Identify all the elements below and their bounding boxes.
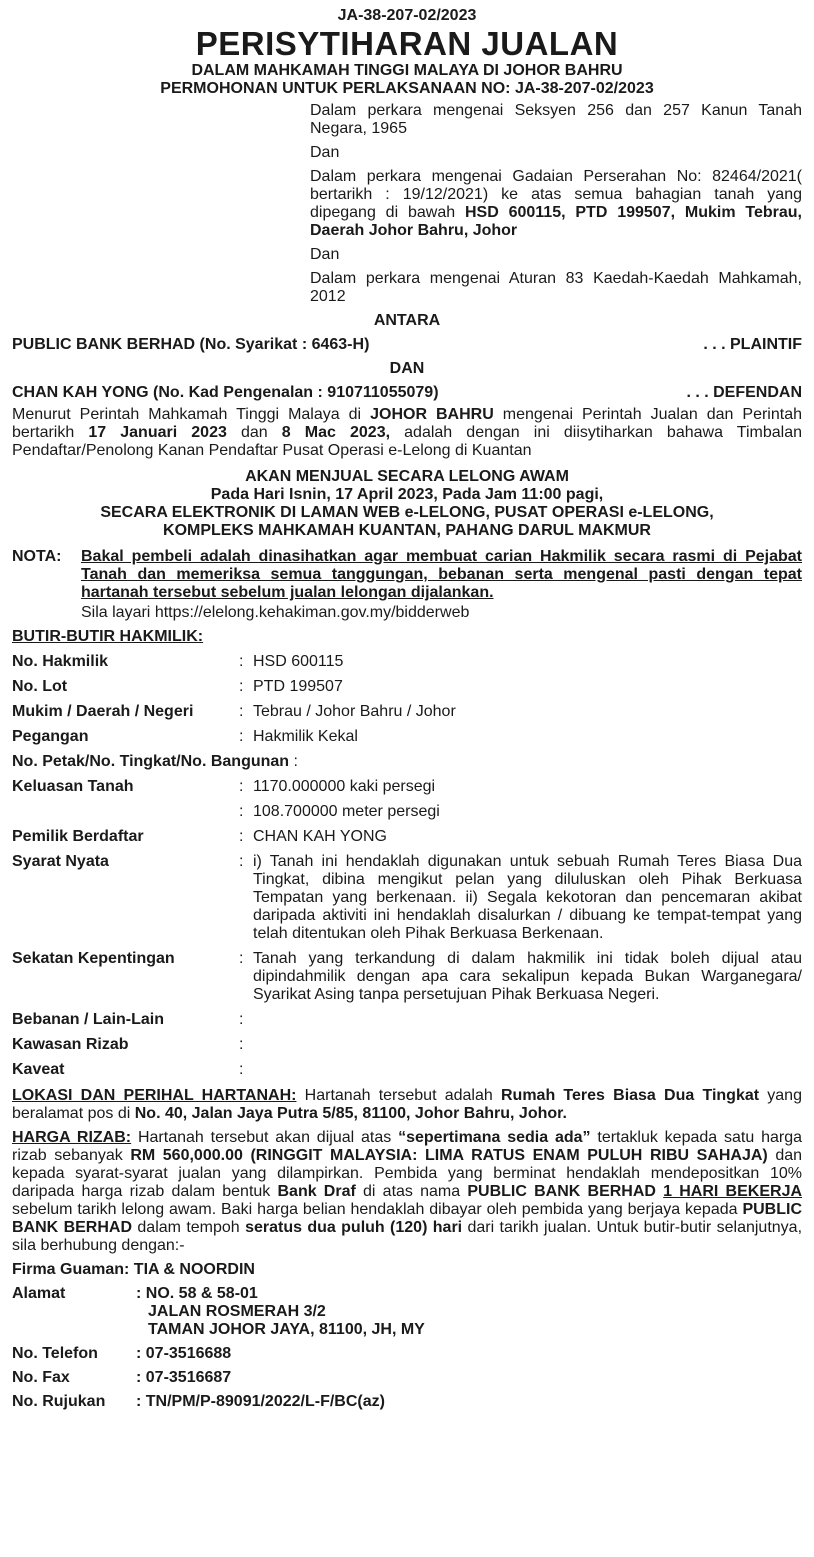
sale-proclamation-document bbox=[12, 0, 802, 1411]
row-petak bbox=[12, 753, 802, 771]
plaintiff-role: . . . PLAINTIF bbox=[703, 336, 802, 353]
application-number: PERMOHONAN UNTUK PERLAKSANAAN NO: JA-38-207-02/2023 bbox=[160, 80, 654, 97]
label-kawasan: Kawasan Rizab bbox=[12, 1036, 129, 1053]
defendant-name: CHAN KAH YONG (No. Kad Pengenalan : 910711055079) bbox=[12, 384, 439, 401]
value-rujukan: : TN/PM/P-89091/2022/L-F/BC(az) bbox=[136, 1393, 385, 1410]
label-alamat: Alamat bbox=[12, 1285, 66, 1302]
value-keluasan-sqft: 1170.000000 kaki persegi bbox=[253, 778, 436, 795]
price-text-1: Hartanah tersebut akan dijual atas bbox=[131, 1129, 399, 1146]
label-firma: Firma Guaman bbox=[12, 1261, 125, 1278]
order-text-2: mengenai Perintah Jualan dan Perintah bertarikh bbox=[12, 406, 803, 441]
document-title: PERISYTIHARAN JUALAN bbox=[195, 25, 619, 62]
matter-2-text: Dalam perkara mengenai Gadaian Perserahan No: 82464/2021( bertarikh : 19/12/2021) ke atas semua bahagian tanah yang dipegang di bawah bbox=[310, 168, 802, 221]
colon: : bbox=[239, 653, 244, 670]
label-no-hakmilik: No. Hakmilik bbox=[12, 653, 109, 670]
location-heading: LOKASI DAN PERIHAL HARTANAH: bbox=[12, 1087, 297, 1104]
row-alamat bbox=[12, 1285, 802, 1303]
row-no-lot bbox=[12, 678, 802, 696]
row-keluasan-2 bbox=[12, 803, 802, 821]
label-pemilik: Pemilik Berdaftar bbox=[12, 828, 144, 845]
payee-name-2: PUBLIC BANK BERHAD bbox=[12, 1201, 802, 1236]
property-address: No. 40, Jalan Jaya Putra 5/85, 81100, Johor Bahru, Johor. bbox=[134, 1105, 567, 1122]
reserve-price-heading: HARGA RIZAB: bbox=[12, 1129, 132, 1146]
row-kaveat bbox=[12, 1061, 802, 1079]
value-pemilik: CHAN KAH YONG bbox=[253, 828, 387, 845]
nota-block bbox=[12, 548, 802, 622]
colon: : bbox=[293, 753, 298, 770]
row-mukim bbox=[12, 703, 802, 721]
label-pegangan: Pegangan bbox=[12, 728, 89, 745]
price-text-2: tertakluk kepada satu harga rizab sebanyak bbox=[12, 1129, 803, 1164]
matter-dan-1: Dan bbox=[310, 144, 340, 161]
contact-block bbox=[12, 1261, 802, 1411]
colon: : bbox=[239, 1061, 244, 1078]
value-fax: : 07-3516687 bbox=[136, 1369, 232, 1386]
case-number: JA-38-207-02/2023 bbox=[337, 7, 477, 24]
matters-block bbox=[310, 102, 802, 306]
order-text-1: Menurut Perintah Mahkamah Tinggi Malaya di bbox=[12, 406, 371, 423]
nota-visit-text: Sila layari bbox=[81, 604, 155, 621]
location-text-1: Hartanah tersebut adalah bbox=[296, 1087, 501, 1104]
value-alamat-1: : NO. 58 & 58-01 bbox=[136, 1285, 258, 1302]
matter-2-title-ref: HSD 600115, PTD 199507, Mukim Tebrau, Daerah Johor Bahru, Johor bbox=[310, 204, 803, 239]
value-no-hakmilik: HSD 600115 bbox=[253, 653, 344, 670]
value-syarat: i) Tanah ini hendaklah digunakan untuk sebuah Rumah Teres Biasa Dua Tingkat, dibina mengikut pelan yang diluluskan oleh Pihak Berkuasa Tempatan yang berkenaan. ii) Segala kekotoran dan pencemaran akibat daripada aktiviti ini hendaklah disalurkan / dibuang ke tempat-tempat yang telah ditentukan oleh Pihak Berkuasa Berkenaan. bbox=[253, 853, 802, 942]
row-firma bbox=[12, 1261, 802, 1279]
label-telefon: No. Telefon bbox=[12, 1345, 98, 1362]
order-text-4: adalah dengan ini diisytiharkan bahawa Timbalan Pendaftar/Penolong Kanan Pendaftar Pusat Operasi e-Lelong di Kuantan bbox=[12, 424, 802, 459]
colon: : bbox=[239, 853, 244, 870]
row-no-hakmilik bbox=[12, 653, 802, 671]
row-sekatan bbox=[12, 950, 802, 1004]
price-text-3: dan kepada syarat-syarat jualan yang dilampirkan. Pembida yang berminat hendaklah mendepositkan 10% daripada harga rizab dalam bentuk bbox=[12, 1147, 803, 1200]
matter-1: Dalam perkara mengenai Seksyen 256 dan 257 Kanun Tanah Negara, 1965 bbox=[310, 102, 802, 137]
row-keluasan bbox=[12, 778, 802, 796]
label-sekatan: Sekatan Kepentingan bbox=[12, 950, 175, 967]
reserve-price-paragraph bbox=[12, 1129, 802, 1255]
value-bebanan bbox=[253, 1011, 802, 1029]
price-text-6: dalam tempoh bbox=[132, 1219, 246, 1236]
payment-period: seratus dua puluh (120) hari bbox=[245, 1219, 463, 1236]
auction-line-3: SECARA ELEKTRONIK DI LAMAN WEB e-LELONG, PUSAT OPERASI e-LELONG, bbox=[100, 504, 714, 521]
location-text-2: yang beralamat pos di bbox=[12, 1087, 802, 1122]
auction-line-4: KOMPLEKS MAHKAMAH KUANTAN, PAHANG DARUL MAKMUR bbox=[163, 522, 651, 539]
matter-dan-2: Dan bbox=[310, 246, 340, 263]
price-text-7: dari tarikh jualan. Untuk butir-butir selanjutnya, sila berhubung dengan:- bbox=[12, 1219, 803, 1254]
row-rujukan bbox=[12, 1393, 802, 1411]
row-pegangan bbox=[12, 728, 802, 746]
colon: : bbox=[239, 703, 244, 720]
auction-notice bbox=[12, 468, 802, 540]
nota-body bbox=[81, 548, 802, 622]
court-name: DALAM MAHKAMAH TINGGI MALAYA DI JOHOR BAHRU bbox=[191, 62, 623, 79]
value-kaveat bbox=[253, 1061, 802, 1079]
dan-label: DAN bbox=[389, 360, 425, 377]
row-kawasan bbox=[12, 1036, 802, 1054]
colon: : bbox=[239, 1036, 244, 1053]
label-no-lot: No. Lot bbox=[12, 678, 68, 695]
price-text-5: sebelum tarikh lelong awam. Baki harga belian hendaklah dibayar oleh pembida yang berjaya kepada bbox=[12, 1201, 743, 1218]
label-bebanan: Bebanan / Lain-Lain bbox=[12, 1011, 165, 1028]
matter-2 bbox=[310, 168, 802, 240]
order-paragraph bbox=[12, 406, 802, 460]
value-no-lot: PTD 199507 bbox=[253, 678, 343, 695]
bidder-web-link[interactable]: https://elelong.kehakiman.gov.my/bidderweb bbox=[154, 604, 470, 621]
colon: : bbox=[239, 950, 244, 967]
order-date-1: 17 Januari 2023 bbox=[88, 424, 227, 441]
label-keluasan: Keluasan Tanah bbox=[12, 778, 134, 795]
label-fax: No. Fax bbox=[12, 1369, 70, 1386]
colon: : bbox=[239, 828, 244, 845]
value-pegangan: Hakmilik Kekal bbox=[253, 728, 358, 745]
value-alamat-2: JALAN ROSMERAH 3/2 bbox=[148, 1303, 326, 1320]
as-is-term: “sepertimana sedia ada” bbox=[398, 1129, 591, 1146]
property-type: Rumah Teres Biasa Dua Tingkat bbox=[500, 1087, 760, 1104]
colon: : bbox=[239, 728, 244, 745]
label-kaveat: Kaveat bbox=[12, 1061, 65, 1078]
colon: : bbox=[239, 1011, 244, 1028]
plaintiff-row bbox=[12, 336, 802, 354]
reserve-price-amount: RM 560,000.00 (RINGGIT MALAYSIA: LIMA RATUS ENAM PULUH RIBU SAHAJA) bbox=[130, 1147, 768, 1164]
value-kawasan bbox=[253, 1036, 802, 1054]
location-paragraph bbox=[12, 1087, 802, 1123]
plaintiff-name: PUBLIC BANK BERHAD (No. Syarikat : 6463-H) bbox=[12, 336, 370, 353]
colon: : bbox=[239, 778, 244, 795]
nota-text: Bakal pembeli adalah dinasihatkan agar membuat carian Hakmilik secara rasmi di Pejabat Tanah dan memeriksa semua tanggungan, bebanan serta mengenal pasti dengan tepat hartanah tersebut sebelum jualan lelongan dijalankan. bbox=[81, 548, 802, 601]
label-rujukan: No. Rujukan bbox=[12, 1393, 106, 1410]
label-syarat: Syarat Nyata bbox=[12, 853, 109, 870]
bank-draft-term: Bank Draf bbox=[277, 1183, 356, 1200]
value-telefon: : 07-3516688 bbox=[136, 1345, 232, 1362]
deposit-deadline: 1 HARI BEKERJA bbox=[663, 1183, 803, 1200]
auction-line-1: AKAN MENJUAL SECARA LELONG AWAM bbox=[245, 468, 569, 485]
colon: : bbox=[239, 678, 244, 695]
value-firma: : TIA & NOORDIN bbox=[124, 1261, 255, 1278]
nota-visit bbox=[81, 604, 802, 622]
row-telefon bbox=[12, 1345, 802, 1363]
payee-name: PUBLIC BANK BERHAD bbox=[467, 1183, 664, 1200]
label-empty bbox=[12, 803, 239, 821]
row-pemilik bbox=[12, 828, 802, 846]
value-alamat-3: TAMAN JOHOR JAYA, 81100, JH, MY bbox=[148, 1321, 425, 1338]
antara-label: ANTARA bbox=[373, 312, 441, 329]
row-syarat bbox=[12, 853, 802, 943]
value-sekatan: Tanah yang terkandung di dalam hakmilik ini tidak boleh dijual atau dipindahmilik dengan apa cara sekalipun kepada Bukan Warganegara/ Syarikat Asing tanpa persetujuan Pihak Berkuasa Negeri. bbox=[253, 950, 802, 1003]
order-text-3: dan bbox=[226, 424, 282, 441]
row-bebanan bbox=[12, 1011, 802, 1029]
value-keluasan-sqm: 108.700000 meter persegi bbox=[253, 803, 440, 820]
defendant-role: . . . DEFENDAN bbox=[686, 384, 802, 401]
nota-label: NOTA: bbox=[12, 548, 62, 565]
value-mukim: Tebrau / Johor Bahru / Johor bbox=[253, 703, 456, 720]
matter-3: Dalam perkara mengenai Aturan 83 Kaedah-Kaedah Mahkamah, 2012 bbox=[310, 270, 802, 305]
auction-line-2: Pada Hari Isnin, 17 April 2023, Pada Jam 11:00 pagi, bbox=[210, 486, 604, 503]
order-court-location: JOHOR BAHRU bbox=[370, 406, 494, 423]
colon: : bbox=[239, 803, 244, 820]
label-petak: No. Petak/No. Tingkat/No. Bangunan bbox=[12, 753, 290, 770]
order-date-2: 8 Mac 2023, bbox=[281, 424, 391, 441]
label-mukim: Mukim / Daerah / Negeri bbox=[12, 703, 194, 720]
row-fax bbox=[12, 1369, 802, 1387]
price-text-4: di atas nama bbox=[355, 1183, 468, 1200]
title-details-heading: BUTIR-BUTIR HAKMILIK: bbox=[12, 628, 204, 645]
defendant-row bbox=[12, 384, 802, 402]
